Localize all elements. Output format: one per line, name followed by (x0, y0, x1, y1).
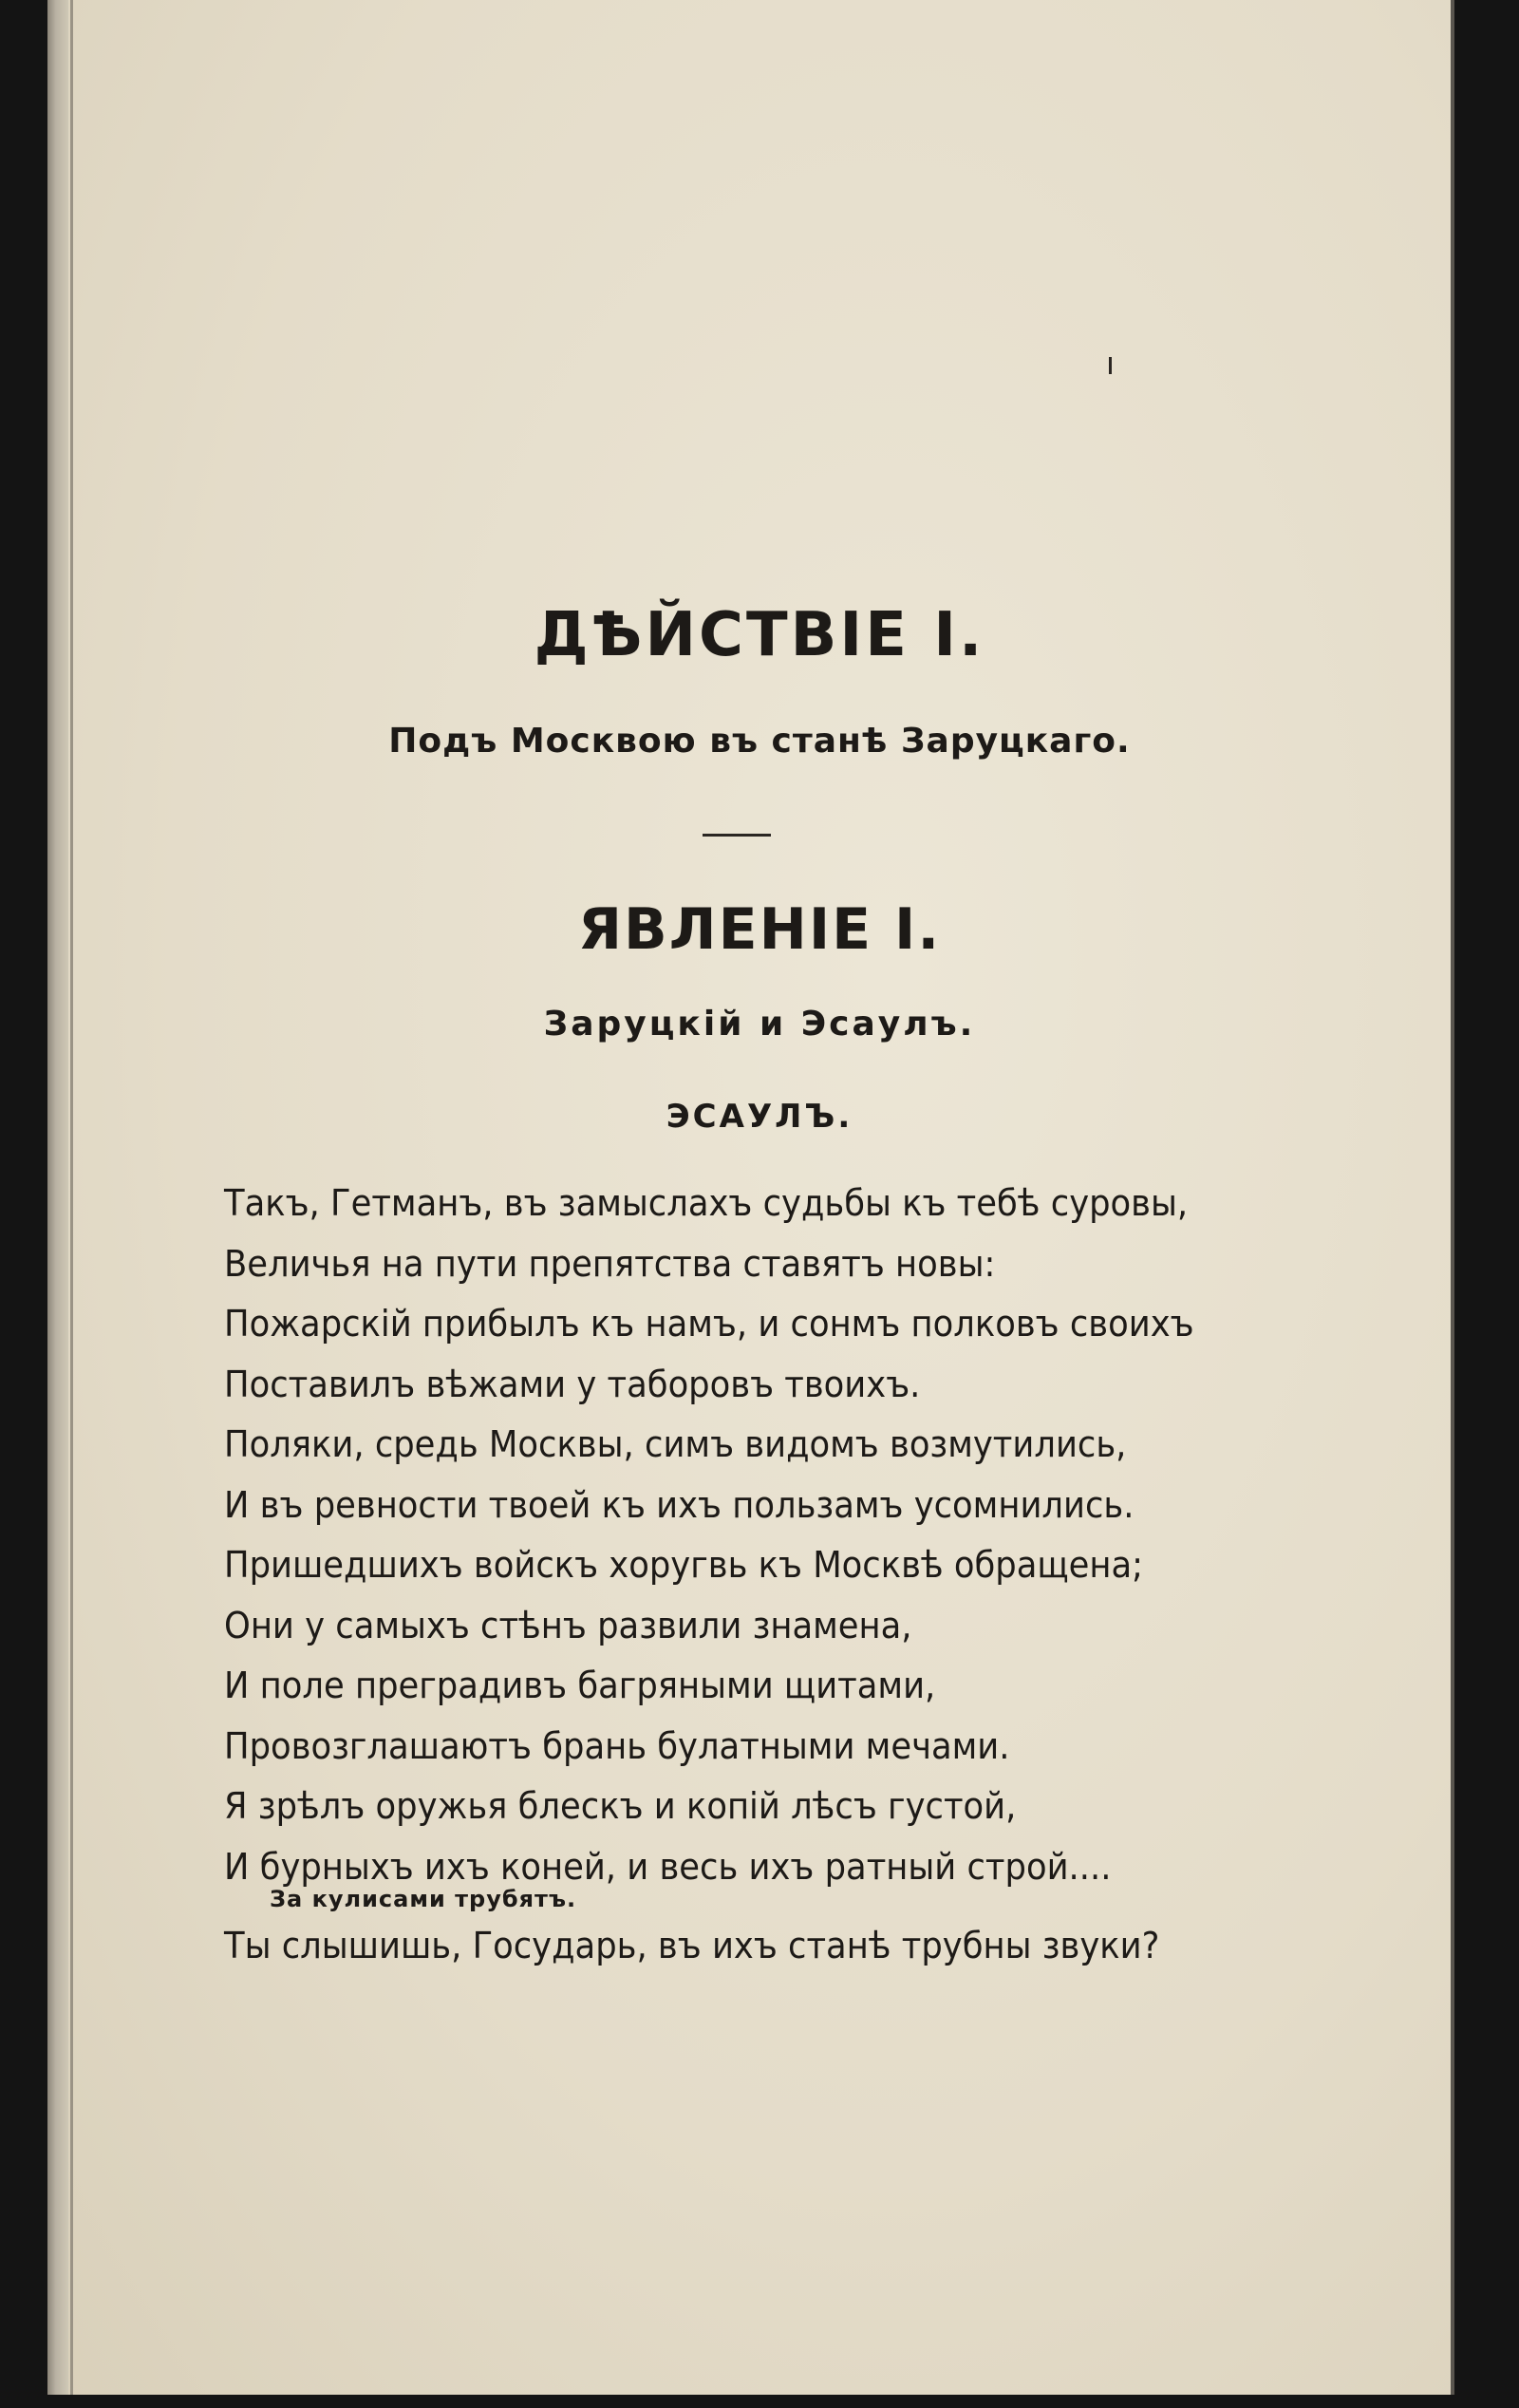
act-title: ДѢЙСТВІЕ I. (534, 600, 985, 670)
verse-line: Пожарскій прибылъ къ намъ, и сонмъ полковъ своихъ (224, 1303, 1194, 1345)
stage-direction: За кулисами трубятъ. (270, 1886, 577, 1912)
ink-mark (1109, 357, 1112, 374)
verse-line: Провозглашаютъ брань булатными мечами. (224, 1724, 1010, 1767)
verse-block (224, 1174, 1344, 1897)
verse-line: Такъ, Гетманъ, въ замыслахъ судьбы къ тебѣ суровы, (224, 1182, 1189, 1224)
verse-line: И поле преградивъ багряными щитами, (224, 1665, 936, 1706)
verse-line: Поставилъ вѣжами у таборовъ твоихъ. (224, 1363, 921, 1405)
verse-line: Величья на пути препятства ставятъ новы: (224, 1242, 996, 1285)
verse-line-last: Ты слышишь, Государь, въ ихъ станѣ трубны звуки? (224, 1925, 1160, 1966)
verse-line: Они у самыхъ стѣнъ развили знамена, (224, 1604, 912, 1646)
scene-persons: Заруцкій и Эсаулъ. (543, 1005, 976, 1044)
act-location: Подъ Москвою въ станѣ Заруцкаго. (388, 722, 1131, 761)
gutter-line (70, 0, 73, 2395)
verse-line: И бурныхъ ихъ коней, и весь ихъ ратный строй.... (224, 1845, 1112, 1888)
section-divider (703, 834, 771, 837)
page-gutter (47, 0, 68, 2395)
verse-line: Пришедшихъ войскъ хоругвь къ Москвѣ обращена; (224, 1544, 1144, 1586)
page-edge (1451, 0, 1454, 2395)
scene-title: ЯВЛЕНІЕ I. (577, 896, 942, 963)
verse-line: Я зрѣлъ оружья блескъ и копій лѣсъ густой, (224, 1785, 1017, 1827)
verse-line: Поляки, средь Москвы, симъ видомъ возмутились, (224, 1423, 1127, 1465)
verse-line: И въ ревности твоей къ ихъ пользамъ усомнились. (224, 1483, 1135, 1526)
speaker-name: ЭСАУЛЪ. (666, 1098, 853, 1136)
